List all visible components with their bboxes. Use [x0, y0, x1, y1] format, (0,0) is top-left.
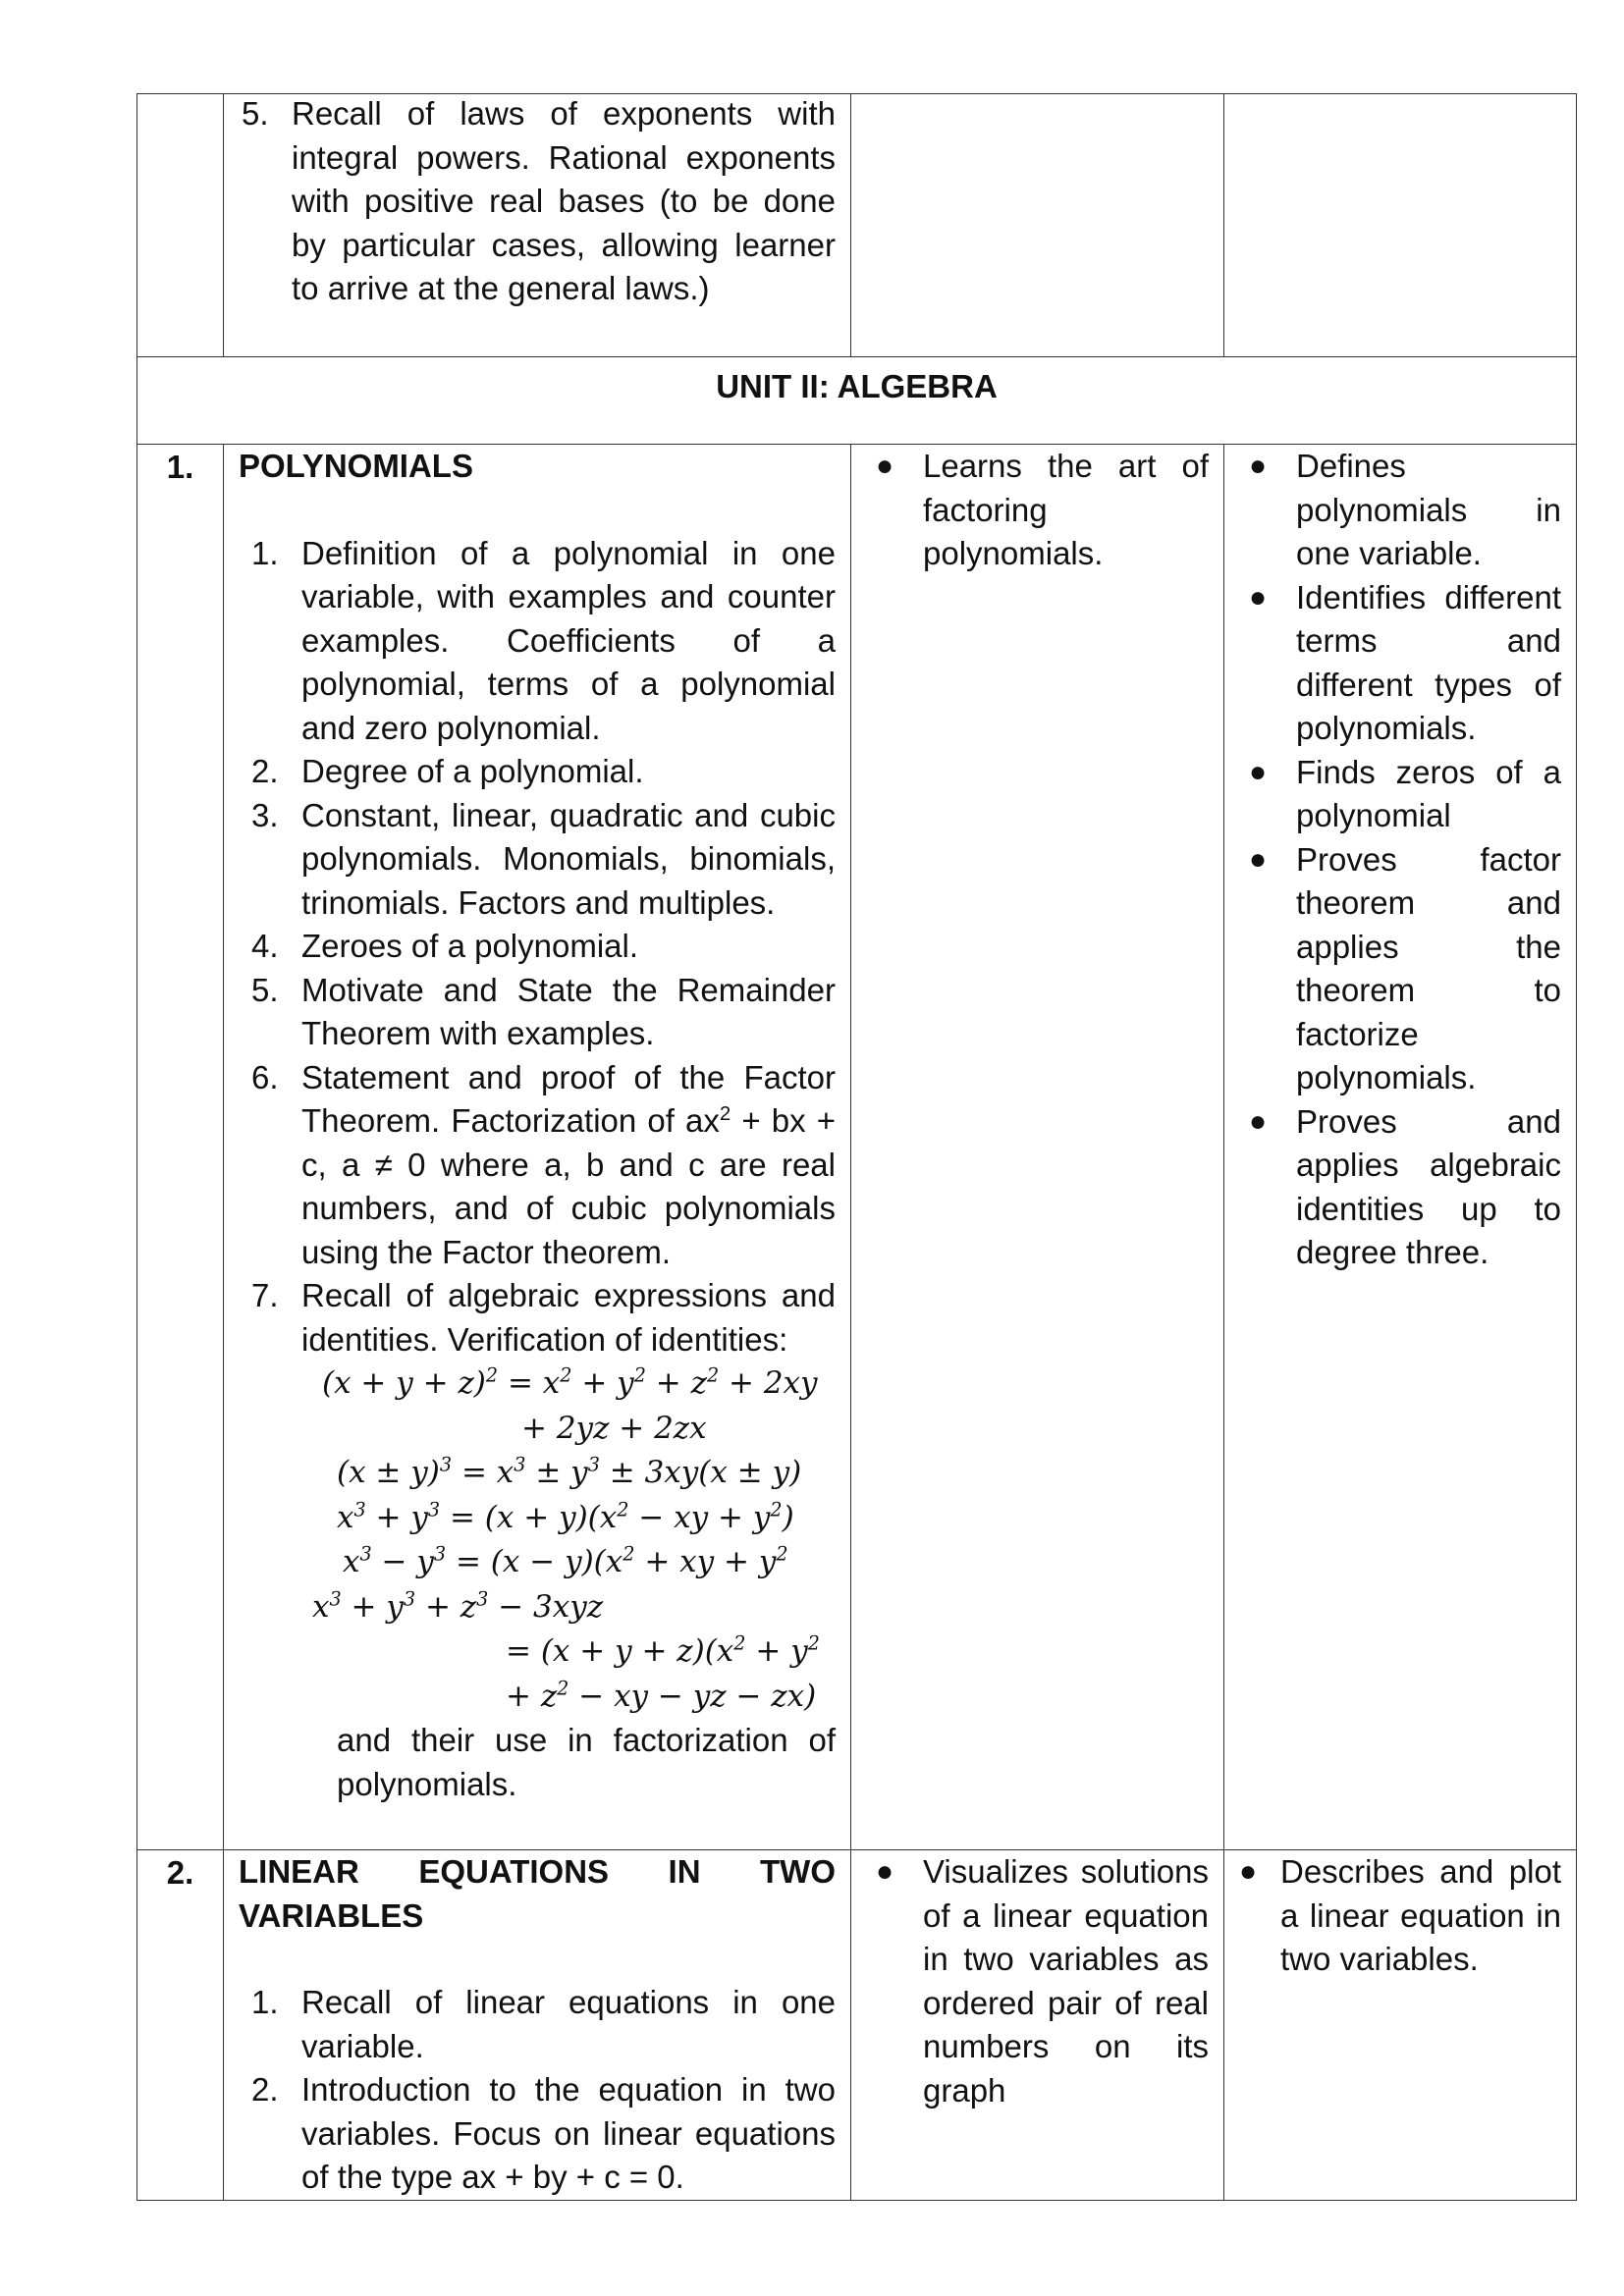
list-item: [239, 750, 836, 794]
item-text: Zeroes of a polynomial.: [301, 928, 639, 964]
identity-line: $x^3 - y^3 = (x - y)(x^2$ + xy + $y^2$: [343, 1542, 788, 1579]
item-list: [239, 92, 836, 311]
item-text: Definition of a polynomial in one variable, with examples and counter examples. Coefficients of a polynomial, terms of a polynomial and zero polynomial.: [301, 534, 836, 746]
list-item: [239, 1981, 836, 2068]
objective-cell-empty: [1224, 94, 1577, 357]
content-cell: [224, 1850, 851, 2201]
item-text-pre: Statement and proof of the Factor Theorem. Factorization of ax: [301, 1058, 836, 1139]
list-item: [239, 92, 836, 311]
identity-line: $(x + y + z)^2 = x^2 + y^2 + z^2 + 2xy$: [322, 1363, 818, 1401]
item-text: Recall of laws of exponents with integral powers. Rational exponents with positive real bases (to be done by particular cases, allowing learner to arrive at the general laws.): [292, 95, 836, 306]
list-item: [866, 1850, 1209, 2112]
identity-line: + 2yz + 2zx: [521, 1410, 707, 1446]
item-number: 5.: [251, 971, 279, 1008]
objective-text: Proves and applies algebraic identities up to degree three.: [1296, 1102, 1561, 1270]
outcome-cell: [851, 1850, 1224, 2201]
outcome-cell: [851, 445, 1224, 1850]
item-list: [239, 532, 836, 1362]
content-cell: [224, 94, 851, 357]
objective-text: Describes and plot a linear equation in two variables.: [1280, 1853, 1561, 1977]
item-list: [239, 1981, 836, 2200]
serial-number: 1.: [137, 445, 224, 1850]
sno-cell-empty: [137, 94, 224, 357]
serial-number: 2.: [137, 1850, 224, 2201]
list-item: [1239, 445, 1561, 576]
item-text: Recall of algebraic expressions and identities. Verification of identities:: [301, 1277, 836, 1358]
objective-list: [1239, 1850, 1561, 1982]
item-number: 3.: [251, 796, 279, 833]
item-text: Constant, linear, quadratic and cubic polynomials. Monomials, binomials, trinomials. Factors and multiples.: [301, 796, 836, 921]
outcome-text: Visualizes solutions of a linear equation in two variables as ordered pair of real numbers on its graph: [923, 1853, 1209, 2109]
list-item: [1239, 576, 1561, 751]
item-text: Motivate and State the Remainder Theorem with examples.: [301, 971, 836, 1051]
bullet-icon: ●: [876, 450, 894, 482]
outcome-list: [866, 1850, 1209, 2112]
item-number: 1.: [251, 534, 279, 571]
item-number: 2.: [251, 2071, 279, 2108]
bullet-icon: ●: [1249, 842, 1268, 876]
item-number: 5.: [242, 95, 269, 132]
list-item: [1239, 838, 1561, 1100]
list-item: [239, 925, 836, 969]
outcome-text: Learns the art of factoring polynomials.: [923, 448, 1209, 571]
list-item: [239, 969, 836, 1056]
topic-title-line: LINEAR EQUATIONS IN TWO: [239, 1853, 836, 1890]
objective-text: Identifies different terms and different types of polynomials.: [1296, 578, 1561, 746]
item-number: 7.: [251, 1277, 279, 1313]
item-text: Recall of linear equations in one variable.: [301, 1984, 836, 2064]
identity-line: + $z^2$ − xy − yz − zx): [506, 1677, 817, 1714]
item-number: 2.: [251, 753, 279, 789]
item-text: Introduction to the equation in two variables. Focus on linear equations of the type ax + by + c = 0.: [301, 2071, 836, 2195]
item-number: 4.: [251, 928, 279, 964]
list-item: [239, 2068, 836, 2200]
identity-line: = $(x + y + z)(x^2 + y^2$: [506, 1631, 820, 1669]
objective-cell: [1224, 445, 1577, 1850]
bullet-icon: ●: [1249, 755, 1268, 788]
bullet-icon: ●: [1249, 580, 1268, 614]
identity-line: $x^3 + y^3 = (x + y)(x^2$ − xy + $y^2$): [337, 1498, 794, 1535]
identity-block: [239, 1362, 836, 1719]
list-item: [239, 794, 836, 926]
superscript: 2: [719, 1102, 731, 1125]
bullet-icon: ●: [876, 1855, 894, 1888]
bullet-icon: ●: [1249, 450, 1268, 482]
list-item: [1239, 1850, 1561, 1982]
list-item: [866, 445, 1209, 576]
item-text: Degree of a polynomial.: [301, 753, 644, 789]
identity-line: $(x \pm y)^3 = x^3 \pm y^3 \pm 3xy(x \pm y)$: [337, 1453, 802, 1490]
unit-title: UNIT II: ALGEBRA: [137, 357, 1577, 445]
table-row-linear-equations: [137, 1850, 1577, 2201]
objective-text: Finds zeros of a polynomial: [1296, 753, 1561, 833]
item-number: 1.: [251, 1984, 279, 2020]
syllabus-table: [136, 93, 1577, 2201]
list-item: [1239, 1100, 1561, 1275]
list-item: [239, 532, 836, 751]
table-row-polynomials: [137, 445, 1577, 1850]
objective-text: Defines polynomials in one variable.: [1296, 448, 1561, 571]
topic-title-line: VARIABLES: [239, 1896, 424, 1934]
topic-title: POLYNOMIALS: [239, 448, 473, 484]
table-row-unit-header: [137, 357, 1577, 445]
table-row-continuation: [137, 94, 1577, 357]
list-item: [1239, 751, 1561, 838]
outcome-list: [866, 445, 1209, 576]
bullet-icon: ●: [1249, 1104, 1268, 1138]
list-item: [239, 1274, 836, 1362]
objective-text: Proves factor theorem and applies the theorem to factorize polynomials.: [1296, 840, 1561, 1095]
list-item: [239, 1056, 836, 1275]
item-number: 6.: [251, 1058, 279, 1095]
outcome-cell-empty: [851, 94, 1224, 357]
bullet-icon: ●: [1239, 1855, 1258, 1888]
closing-text: and their use in factorization of polynomials.: [337, 1722, 836, 1802]
objective-cell: [1224, 1850, 1577, 2201]
item-text-post: + bx + c, a ≠ 0 where a, b and c are real numbers, and of cubic polynomials using the Factor theorem.: [301, 1102, 837, 1270]
content-cell: [224, 445, 851, 1850]
objective-list: [1239, 445, 1561, 1275]
identity-line: $x^3 + y^3 + z^3 - 3xyz$: [312, 1587, 604, 1625]
